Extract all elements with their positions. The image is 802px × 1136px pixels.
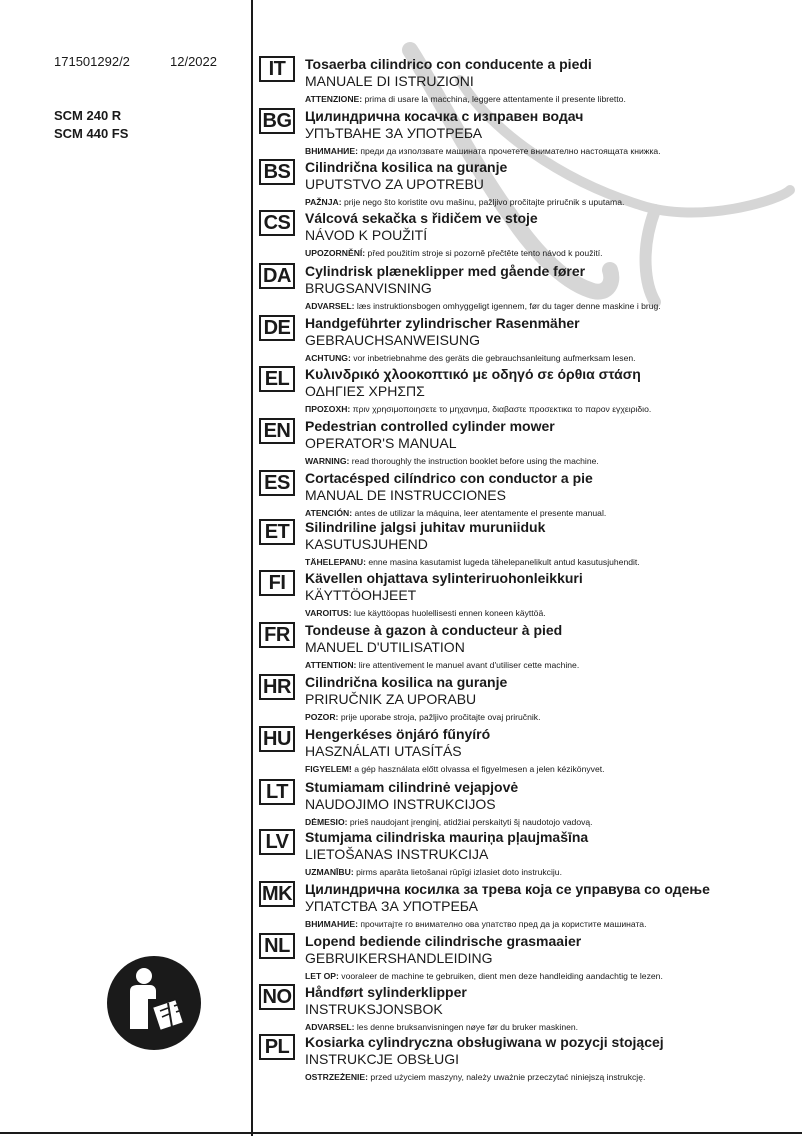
warning-label: LET OP: <box>305 971 339 981</box>
product-title: Cortacésped cilíndrico con conductor a pie <box>305 470 593 486</box>
warning-text: lue käyttöopas huolellisesti ennen koneen käyttöä. <box>354 608 546 618</box>
language-entry-hr <box>0 674 802 726</box>
warning-text: πριν χρησιμοποιησετε το μηχανημα, διαβαστε προσεκτικα το παρον εγχειριδιο. <box>352 404 652 414</box>
language-code-badge: NL <box>259 933 295 959</box>
warning-label: FIGYELEM! <box>305 764 352 774</box>
manual-title: GEBRAUCHSANWEISUNG <box>305 332 481 348</box>
warning-label: PAŽNJA: <box>305 197 342 207</box>
warning-line <box>305 146 661 156</box>
manual-title: MANUALE DI ISTRUZIONI <box>305 73 474 89</box>
manual-title: PRIRUČNIK ZA UPORABU <box>305 691 477 707</box>
product-title: Cilindrična kosilica na guranje <box>305 159 508 175</box>
warning-line <box>305 867 562 877</box>
product-title: Κυλινδρικό χλοοκοπτικό με οδηγό σε όρθια στάση <box>305 366 641 382</box>
warning-text: pirms aparāta lietošanai rūpīgi izlasiet doto instrukciju. <box>356 867 562 877</box>
language-code-badge: DE <box>259 315 295 341</box>
warning-label: OSTRZEŻENIE: <box>305 1072 369 1082</box>
model-name: SCM 440 FS <box>54 126 129 141</box>
language-entry-et <box>0 519 802 571</box>
warning-label: DĖMESIO: <box>305 817 348 827</box>
warning-text: lire attentivement le manuel avant d'utiliser cette machine. <box>358 660 580 670</box>
manual-title: ΟΔΗΓΙΕΣ ΧΡΗΣΠΣ <box>305 383 425 399</box>
warning-label: ADVARSEL: <box>305 301 355 311</box>
warning-line <box>305 508 606 518</box>
manual-title: MANUEL D'UTILISATION <box>305 639 465 655</box>
warning-line <box>305 919 646 929</box>
manual-title: MANUAL DE INSTRUCCIONES <box>305 487 506 503</box>
manual-title: BRUGSANVISNING <box>305 280 432 296</box>
warning-text: antes de utilizar la máquina, leer atentamente el presente manual. <box>354 508 607 518</box>
product-title: Tosaerba cilindrico con conducente a piedi <box>305 56 592 72</box>
language-entry-de <box>0 315 802 367</box>
product-title: Kosiarka cylindryczna obsługiwana w pozycji stojącej <box>305 1034 664 1050</box>
product-title: Stumiamam cilindrinė vejapjovė <box>305 779 519 795</box>
document-date: 12/2022 <box>170 54 217 69</box>
warning-line <box>305 248 603 258</box>
bottom-rule <box>0 1132 802 1134</box>
warning-line <box>305 1022 578 1032</box>
manual-title: УПЪТВАНЕ ЗА УПОТРЕБА <box>305 125 483 141</box>
language-code-badge: EN <box>259 418 295 444</box>
warning-line <box>305 660 579 670</box>
manual-title: УПАТСТВА ЗА УПОТРЕБА <box>305 898 479 914</box>
language-code-badge: FR <box>259 622 295 648</box>
language-entry-fr <box>0 622 802 674</box>
manual-title: OPERATOR'S MANUAL <box>305 435 457 451</box>
warning-line <box>305 608 546 618</box>
language-code-badge: CS <box>259 210 295 236</box>
language-code-badge: MK <box>259 881 295 907</box>
warning-line <box>305 353 636 363</box>
product-title: Silindriline jalgsi juhitav muruniiduk <box>305 519 546 535</box>
warning-line <box>305 557 640 567</box>
warning-text: read thoroughly the instruction booklet before using the machine. <box>351 456 599 466</box>
product-title: Válcová sekačka s řidičem ve stoje <box>305 210 538 226</box>
language-entry-el <box>0 366 802 418</box>
language-entry-cs <box>0 210 802 262</box>
warning-label: ВНИМАНИЕ: <box>305 146 358 156</box>
warning-label: VAROITUS: <box>305 608 352 618</box>
manual-title: INSTRUKCJE OBSŁUGI <box>305 1051 460 1067</box>
warning-text: a gép használata előtt olvassa el figyelmesen a jelen kézikönyvet. <box>354 764 605 774</box>
warning-text: прочитајте го внимателно ова упатство пред да ја користите машината. <box>360 919 647 929</box>
language-code-badge: EL <box>259 366 295 392</box>
language-code-badge: LV <box>259 829 295 855</box>
language-code-badge: BS <box>259 159 295 185</box>
warning-label: UZMANĪBU: <box>305 867 354 877</box>
warning-label: TÄHELEPANU: <box>305 557 366 567</box>
product-title: Håndført sylinderklipper <box>305 984 467 1000</box>
manual-title: KASUTUSJUHEND <box>305 536 428 552</box>
warning-text: enne masina kasutamist lugeda tähelepanelikult antud kasutusjuhendit. <box>368 557 640 567</box>
warning-label: UPOZORNĚNÍ: <box>305 248 366 258</box>
warning-line <box>305 764 605 774</box>
warning-line <box>305 301 661 311</box>
warning-line <box>305 94 626 104</box>
language-entry-bg <box>0 108 802 160</box>
language-code-badge: FI <box>259 570 295 596</box>
warning-text: prima di usare la macchina, leggere attentamente il presente libretto. <box>364 94 626 104</box>
language-entry-da <box>0 263 802 315</box>
warning-text: преди да използвате машината прочетете внимателно настоящата книжка. <box>360 146 661 156</box>
product-title: Stumjama cilindriska mauriņa pļaujmašīna <box>305 829 589 845</box>
warning-line <box>305 404 651 414</box>
warning-text: prije nego što koristite ovu mašinu, pažljivo pročitajte priručnik s uputama. <box>344 197 625 207</box>
product-title: Kävellen ohjattava sylinteriruohonleikkuri <box>305 570 583 586</box>
warning-label: ADVARSEL: <box>305 1022 355 1032</box>
document-code: 171501292/2 <box>54 54 130 69</box>
language-code-badge: DA <box>259 263 295 289</box>
warning-label: POZOR: <box>305 712 339 722</box>
model-name: SCM 240 R <box>54 108 122 123</box>
product-title: Lopend bediende cilindrische grasmaaier <box>305 933 582 949</box>
warning-label: ATENCIÓN: <box>305 508 353 518</box>
warning-text: vooraleer de machine te gebruiken, dient men deze handleiding aandachtig te lezen. <box>341 971 663 981</box>
warning-text: læs instruktionsbogen omhyggeligt igennem, før du tager denne maskine i brug. <box>356 301 661 311</box>
warning-text: vor inbetriebnahme des geräts die gebrauchsanleitung aufmerksam lesen. <box>353 353 636 363</box>
product-title: Cylindrisk plæneklipper med gående fører <box>305 263 586 279</box>
product-title: Handgeführter zylindrischer Rasenmäher <box>305 315 580 331</box>
manual-title: KÄYTTÖOHJEET <box>305 587 417 603</box>
language-entry-mk <box>0 881 802 933</box>
language-entry-it <box>0 56 802 108</box>
warning-line <box>305 971 663 981</box>
warning-label: ATTENTION: <box>305 660 357 670</box>
language-entry-lt <box>0 779 802 831</box>
manual-title: NAUDOJIMO INSTRUKCIJOS <box>305 796 496 812</box>
warning-label: ATTENZIONE: <box>305 94 363 104</box>
language-code-badge: IT <box>259 56 295 82</box>
warning-text: prieš naudojant įrenginį, atidžiai perskaityti šį naudotojo vadovą. <box>349 817 593 827</box>
read-manual-icon <box>106 955 202 1051</box>
language-code-badge: LT <box>259 779 295 805</box>
language-code-badge: ES <box>259 470 295 496</box>
product-title: Цилиндрична косачка с изправен водач <box>305 108 584 124</box>
manual-title: GEBRUIKERSHANDLEIDING <box>305 950 493 966</box>
language-entry-lv <box>0 829 802 881</box>
manual-title: LIETOŠANAS INSTRUKCIJA <box>305 846 489 862</box>
warning-label: ВНИМАНИЕ: <box>305 919 358 929</box>
warning-text: przed użyciem maszyny, należy uważnie przeczytać niniejszą instrukcję. <box>370 1072 646 1082</box>
warning-label: WARNING: <box>305 456 350 466</box>
language-code-badge: NO <box>259 984 295 1010</box>
product-title: Цилиндрична косилка за трева која се управува со одење <box>305 881 710 897</box>
warning-text: les denne bruksanvisningen nøye før du bruker maskinen. <box>356 1022 579 1032</box>
product-title: Hengerkéses önjáró fűnyíró <box>305 726 491 742</box>
language-entry-fi <box>0 570 802 622</box>
manual-title: NÁVOD K POUŽITÍ <box>305 227 428 243</box>
warning-line <box>305 197 624 207</box>
manual-title: UPUTSTVO ZA UPOTREBU <box>305 176 484 192</box>
language-entry-hu <box>0 726 802 778</box>
language-code-badge: HU <box>259 726 295 752</box>
warning-text: před použitím stroje si pozorně přečtěte tento návod k použití. <box>367 248 603 258</box>
language-entry-es <box>0 470 802 522</box>
language-code-badge: BG <box>259 108 295 134</box>
product-title: Pedestrian controlled cylinder mower <box>305 418 555 434</box>
warning-label: ACHTUNG: <box>305 353 351 363</box>
warning-line <box>305 456 599 466</box>
warning-text: prije uporabe stroja, pažljivo pročitajte ovaj priručnik. <box>340 712 541 722</box>
warning-label: ΠΡΟΣΟΧΗ: <box>305 404 351 414</box>
manual-title: INSTRUKSJONSBOK <box>305 1001 443 1017</box>
language-code-badge: ET <box>259 519 295 545</box>
product-title: Tondeuse à gazon à conducteur à pied <box>305 622 563 638</box>
language-code-badge: PL <box>259 1034 295 1060</box>
manual-title: HASZNÁLATI UTASÍTÁS <box>305 743 462 759</box>
language-entry-bs <box>0 159 802 211</box>
language-entry-en <box>0 418 802 470</box>
warning-line <box>305 712 540 722</box>
warning-line <box>305 1072 645 1082</box>
warning-line <box>305 817 593 827</box>
product-title: Cilindrična kosilica na guranje <box>305 674 508 690</box>
language-code-badge: HR <box>259 674 295 700</box>
